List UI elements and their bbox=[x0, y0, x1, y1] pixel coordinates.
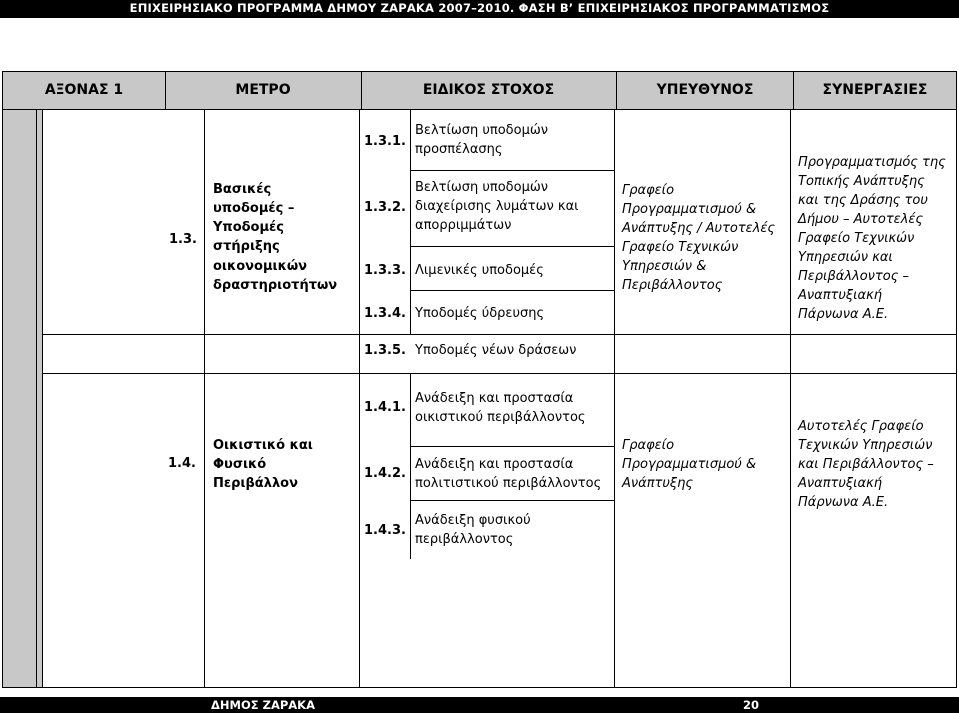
objective-code: 1.3.3. bbox=[364, 263, 406, 278]
page-footer bbox=[0, 697, 959, 713]
header-objective: ΕΙΔΙΚΟΣ ΣΤΟΧΟΣ bbox=[422, 82, 555, 98]
objective-text: προσπέλασης bbox=[415, 142, 503, 157]
section-1-3-code: 1.3. bbox=[169, 232, 197, 247]
objective-text: Ανάδειξη φυσικού bbox=[415, 513, 531, 528]
objective-code: 1.4.2. bbox=[364, 466, 406, 481]
objective-code: 1.3.5. bbox=[364, 343, 406, 358]
objective-text: απορριμμάτων bbox=[415, 218, 512, 233]
objective-text: Λιμενικές υποδομές bbox=[415, 263, 544, 278]
objective-text: οικιστικού περιβάλλοντος bbox=[415, 410, 586, 425]
objective-text: Υποδομές νέων δράσεων bbox=[415, 343, 577, 358]
section-1-4-code: 1.4. bbox=[168, 456, 196, 471]
objective-text: Βελτίωση υποδομών bbox=[415, 180, 548, 195]
objective-text: περιβάλλοντος bbox=[415, 532, 514, 547]
objective-text: Ανάδειξη και προστασία bbox=[415, 391, 574, 406]
objective-code: 1.3.1. bbox=[364, 134, 406, 149]
objective-text: Ανάδειξη και προστασία bbox=[415, 457, 574, 472]
header-axis: ΑΞΟΝΑΣ 1 bbox=[44, 82, 124, 98]
objective-text: Βελτίωση υποδομών bbox=[415, 123, 548, 138]
objective-text: διαχείρισης λυμάτων και bbox=[415, 199, 579, 214]
page-number: 20 bbox=[743, 698, 760, 712]
objective-code: 1.4.3. bbox=[364, 523, 406, 538]
objective-code: 1.4.1. bbox=[364, 400, 406, 415]
header-measure: ΜΕΤΡΟ bbox=[235, 82, 291, 98]
header-responsible: ΥΠΕΥΘΥΝΟΣ bbox=[656, 82, 754, 98]
objective-text: Υποδομές ύδρευσης bbox=[415, 306, 545, 321]
footer-municipality: ΔΗΜΟΣ ΖΑΡΑΚΑ bbox=[211, 698, 315, 712]
objective-code: 1.3.4. bbox=[364, 306, 406, 321]
table-header-row bbox=[2, 71, 957, 110]
header-cooperations: ΣΥΝΕΡΓΑΣΙΕΣ bbox=[822, 82, 928, 98]
page-header: ΕΠΙΧΕΙΡΗΣΙΑΚΟ ΠΡΟΓΡΑΜΜΑ ΔΗΜΟΥ ΖΑΡΑΚΑ 2007–2010. ΦΑΣΗ Β’ ΕΠΙΧΕΙΡΗΣΙΑΚΟΣ ΠΡΟΓΡΑΜΜΑΤΙΣΜΟΣ bbox=[0, 0, 959, 18]
objective-code: 1.3.2. bbox=[364, 200, 406, 215]
objective-text: πολιτιστικού περιβάλλοντος bbox=[415, 476, 602, 491]
